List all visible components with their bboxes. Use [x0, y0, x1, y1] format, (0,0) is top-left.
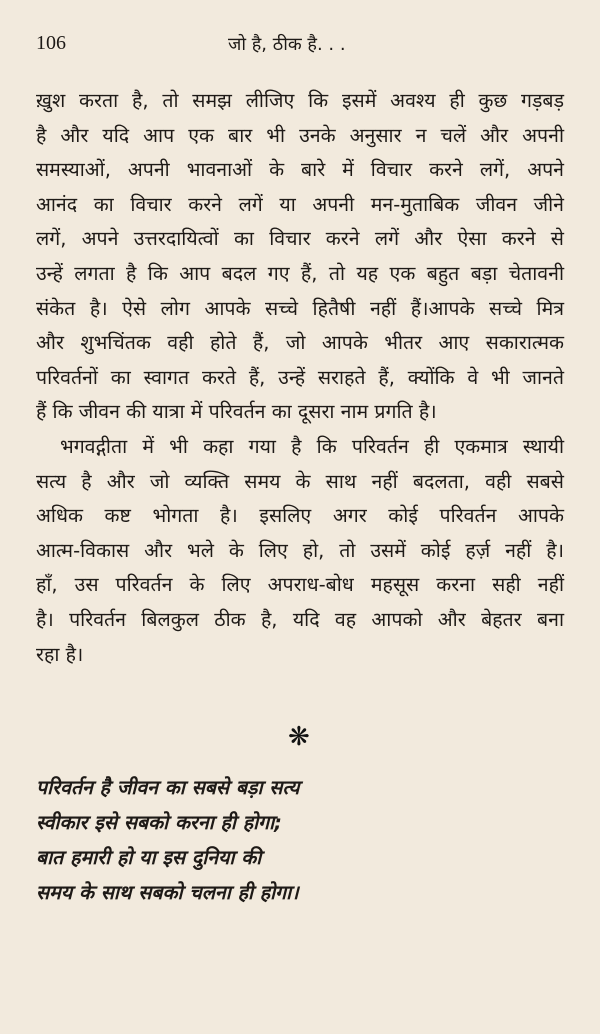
text-line: लगें, अपने उत्तरदायित्वों का विचार करने लगें और ऐसा करने से	[36, 227, 564, 251]
verse-line: परिवर्तन है जीवन का सबसे बड़ा सत्य	[36, 776, 300, 799]
ornament-icon: ❋	[288, 722, 310, 752]
verse-line: स्वीकार इसे सबको करना ही होगा;	[36, 811, 282, 834]
text-line: परिवर्तनों का स्वागत करते हैं, उन्हें सराहते हैं, क्योंकि वे भी जानते	[36, 365, 564, 389]
text-line: समस्याओं, अपनी भावनाओं के बारे में विचार करने लगें, अपने	[36, 158, 564, 182]
text-line: हैं कि जीवन की यात्रा में परिवर्तन का दूसरा नाम प्रगति है।	[36, 400, 437, 424]
text-line: आत्म-विकास और भले के लिए हो, तो उसमें कोई हर्ज़ नहीं है।	[36, 538, 564, 562]
page-number: 106	[36, 32, 66, 54]
running-title: जो है, ठीक है. . .	[228, 34, 346, 55]
text-line: रहा है।	[36, 642, 84, 666]
text-line: संकेत है। ऐसे लोग आपके सच्चे हितैषी नहीं हैं।आपके सच्चे मित्र	[36, 296, 564, 320]
text-line: भगवद्गीता में भी कहा गया है कि परिवर्तन ही एकमात्र स्थायी	[60, 434, 564, 458]
text-line: है। परिवर्तन बिलकुल ठीक है, यदि वह आपको और बेहतर बना	[36, 607, 564, 631]
text-line: है और यदि आप एक बार भी उनके अनुसार न चलें और अपनी	[36, 123, 564, 147]
text-line: आनंद का विचार करने लगें या अपनी मन-मुताबिक जीवन जीने	[36, 192, 564, 216]
paragraph-2	[36, 430, 564, 672]
verse-line: बात हमारी हो या इस दुनिया की	[36, 846, 262, 869]
body-text	[36, 84, 564, 672]
text-line: और शुभचिंतक वही होते हैं, जो आपके भीतर आए सकारात्मक	[36, 331, 564, 355]
verse	[36, 770, 299, 910]
verse-line: समय के साथ सबको चलना ही होगा।	[36, 881, 299, 904]
text-line: सत्य है और जो व्यक्ति समय के साथ नहीं बदलता, वही सबसे	[36, 469, 564, 493]
text-line: हाँ, उस परिवर्तन के लिए अपराध-बोध महसूस करना सही नहीं	[36, 573, 564, 597]
text-line: अधिक कष्ट भोगता है। इसलिए अगर कोई परिवर्तन आपके	[36, 504, 564, 528]
paragraph-1	[36, 84, 564, 430]
text-line: उन्हें लगता है कि आप बदल गए हैं, तो यह एक बहुत बड़ा चेतावनी	[36, 261, 564, 285]
text-line: ख़ुश करता है, तो समझ लीजिए कि इसमें अवश्य ही कुछ गड़बड़	[36, 89, 564, 112]
